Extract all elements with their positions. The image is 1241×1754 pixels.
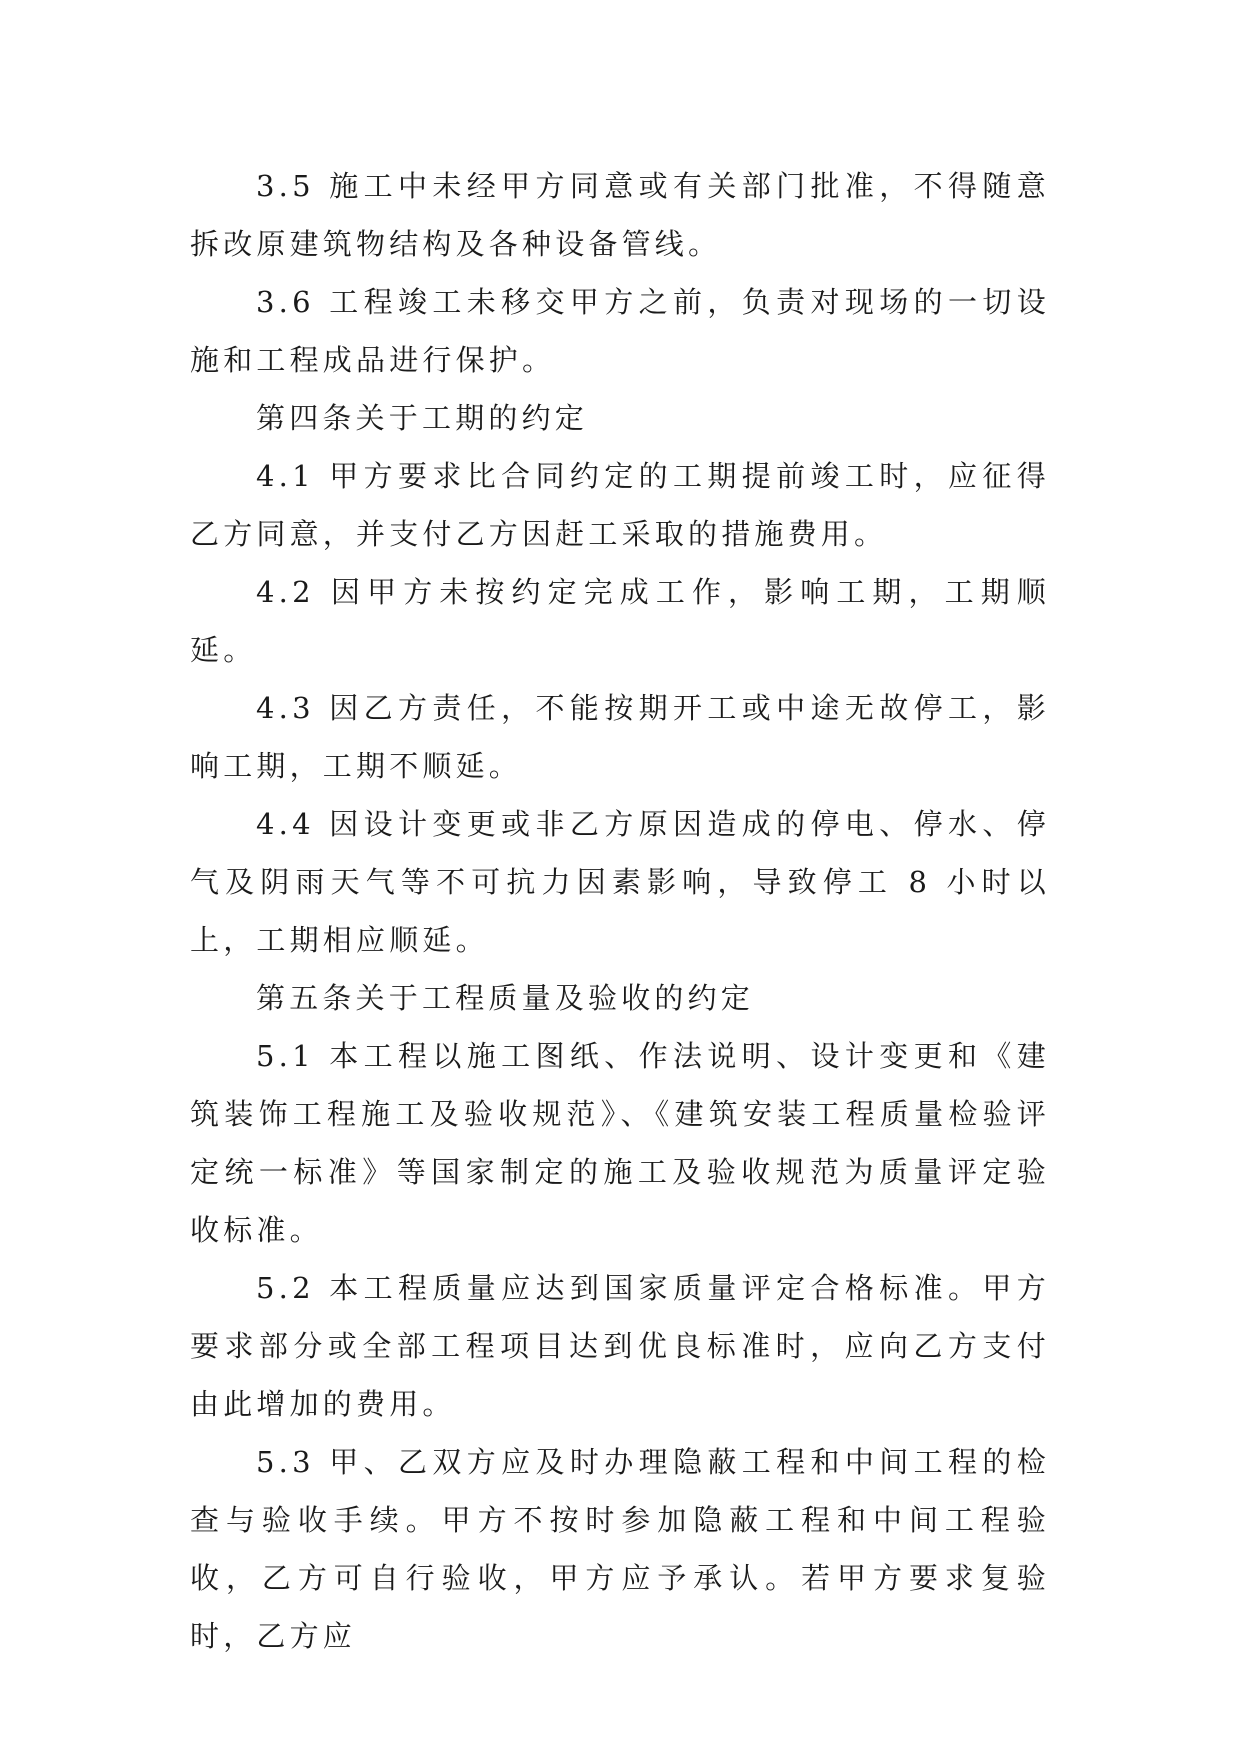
clause-3-5: 3.5 施工中未经甲方同意或有关部门批准，不得随意拆改原建筑物结构及各种设备管线。 (190, 169, 1050, 261)
article-5-heading: 第五条关于工程质量及验收的约定 (256, 981, 755, 1015)
clause-3-6: 3.6 工程竣工未移交甲方之前，负责对现场的一切设施和工程成品进行保护。 (190, 285, 1050, 377)
clause-4-4: 4.4 因设计变更或非乙方原因造成的停电、停水、停气及阴雨天气等不可抗力因素影响，导致停工 8 小时以上，工期相应顺延。 (190, 807, 1050, 957)
clause-5-3: 5.3 甲、乙双方应及时办理隐蔽工程和中间工程的检查与验收手续。甲方不按时参加隐蔽工程和中间工程验收，乙方可自行验收，甲方应予承认。若甲方要求复验时，乙方应 (190, 1445, 1050, 1653)
clause-4-2: 4.2 因甲方未按约定完成工作，影响工期，工期顺延。 (190, 575, 1050, 667)
document-body (190, 157, 1050, 1665)
clause-4-3: 4.3 因乙方责任，不能按期开工或中途无故停工，影响工期，工期不顺延。 (190, 691, 1050, 783)
article-4-heading: 第四条关于工期的约定 (256, 401, 589, 435)
clause-5-2: 5.2 本工程质量应达到国家质量评定合格标准。甲方要求部分或全部工程项目达到优良标准时，应向乙方支付由此增加的费用。 (190, 1271, 1050, 1421)
clause-5-1: 5.1 本工程以施工图纸、作法说明、设计变更和《建筑装饰工程施工及验收规范》、《建筑安装工程质量检验评定统一标准》等国家制定的施工及验收规范为质量评定验收标准。 (190, 1039, 1050, 1247)
clause-4-1: 4.1 甲方要求比合同约定的工期提前竣工时，应征得乙方同意，并支付乙方因赶工采取的措施费用。 (190, 459, 1050, 551)
